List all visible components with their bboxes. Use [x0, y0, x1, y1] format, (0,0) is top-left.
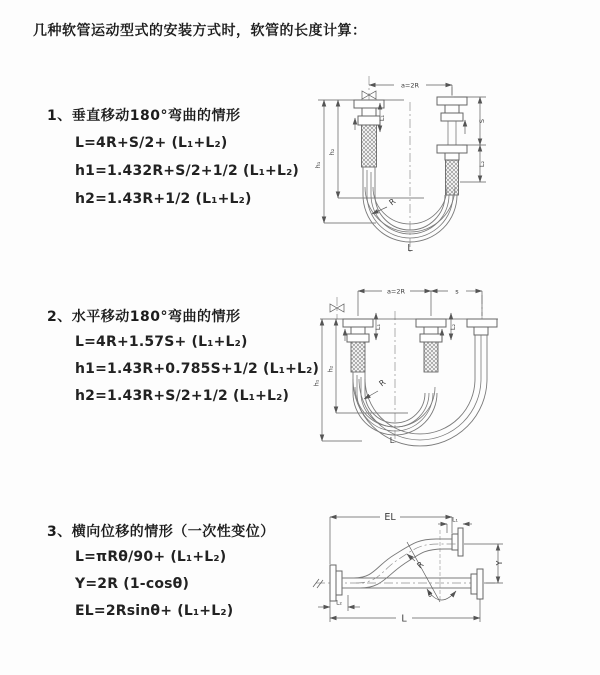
dim-h2	[327, 319, 409, 413]
dim-label-s: S	[478, 118, 486, 124]
section-3-heading: 3、横向位移的情形（一次性变位）	[47, 524, 275, 540]
braid-section	[446, 160, 459, 195]
diagram-horizontal-180-bend	[312, 283, 597, 448]
section-2-heading: 2、水平移动180°弯曲的情形	[47, 309, 241, 325]
dim-label-a2r: a=2R	[386, 287, 406, 296]
dim-label-r: R	[415, 559, 426, 571]
braid-section	[351, 342, 365, 372]
dim-label-el: EL	[384, 512, 396, 523]
page-title: 几种软管运动型式的安装方式时，软管的长度计算：	[33, 23, 367, 39]
dim-label-r: R	[377, 377, 388, 389]
dim-label-theta: θ	[428, 592, 432, 599]
formula-line: EL=2Rsinθ+ (L₁+L₂)	[75, 603, 234, 619]
formula-line: h1=1.432R+S/2+1/2 (L₁+L₂)	[75, 163, 300, 179]
dim-l2	[449, 313, 457, 340]
dim-label-l2: L₂	[449, 323, 457, 331]
formula-line: L=πRθ/90+ (L₁+L₂)	[75, 549, 227, 565]
dim-label-l1: L₁	[374, 323, 382, 331]
dim-label-y: Y	[495, 560, 504, 566]
hose-s-curve	[342, 539, 458, 588]
dim-l1	[374, 313, 382, 340]
section-1-heading: 1、垂直移动180°弯曲的情形	[47, 108, 241, 124]
displaced-flange-fitting	[452, 528, 463, 556]
left-flange-fitting	[343, 319, 373, 372]
dim-label-total-length: L	[401, 613, 407, 625]
dim-top-width	[369, 82, 452, 96]
dim-label-l1: L₁	[378, 114, 386, 122]
dim-label-r: R	[387, 196, 398, 208]
dim-label-total-length: L	[389, 436, 395, 445]
formula-line: L=4R+1.57S+ (L₁+L₂)	[75, 334, 248, 350]
break-mark	[313, 579, 323, 588]
dim-label-total-length: L	[407, 243, 413, 254]
formula-line: h1=1.43R+0.785S+1/2 (L₁+L₂)	[75, 361, 320, 377]
dim-l2	[318, 595, 360, 611]
dim-label-h1: h₁	[314, 161, 322, 169]
diagram-vertical-180-bend	[312, 72, 592, 257]
right-flange-fitting	[467, 319, 497, 335]
diagram-lateral-displacement	[300, 500, 600, 640]
dim-y	[464, 544, 504, 583]
formula-line: Y=2R (1-cosθ)	[75, 576, 190, 592]
left-flange-fitting	[354, 100, 384, 167]
original-position-pipe	[342, 569, 483, 599]
braid-section	[362, 125, 377, 167]
dim-l1	[438, 517, 472, 534]
middle-flange-fitting	[416, 319, 446, 372]
dim-label-h1: h₁	[312, 379, 321, 387]
angle-theta	[407, 530, 456, 602]
dim-label-l1: L₁	[452, 516, 458, 524]
right-flange-fitting	[437, 97, 467, 195]
dim-label-a2r: a=2R	[400, 81, 420, 90]
dim-label-s: s	[455, 287, 459, 296]
formula-line: h2=1.43R+1/2 (L₁+L₂)	[75, 191, 252, 207]
dim-label-h2: h₂	[328, 148, 336, 156]
braid-section	[424, 342, 438, 372]
left-flange-fitting	[330, 565, 342, 601]
dim-label-l2: L₂	[336, 599, 342, 607]
formula-line: h2=1.43R+S/2+1/2 (L₁+L₂)	[75, 388, 290, 404]
dim-total-length	[330, 599, 480, 625]
formula-line: L=4R+S/2+ (L₁+L₂)	[75, 135, 228, 151]
dim-label-h2: h₂	[326, 365, 335, 373]
radius-callout	[372, 197, 398, 214]
dim-label-l2: L₂	[478, 160, 486, 168]
dim-el	[330, 512, 452, 564]
dim-top-width	[358, 288, 482, 317]
